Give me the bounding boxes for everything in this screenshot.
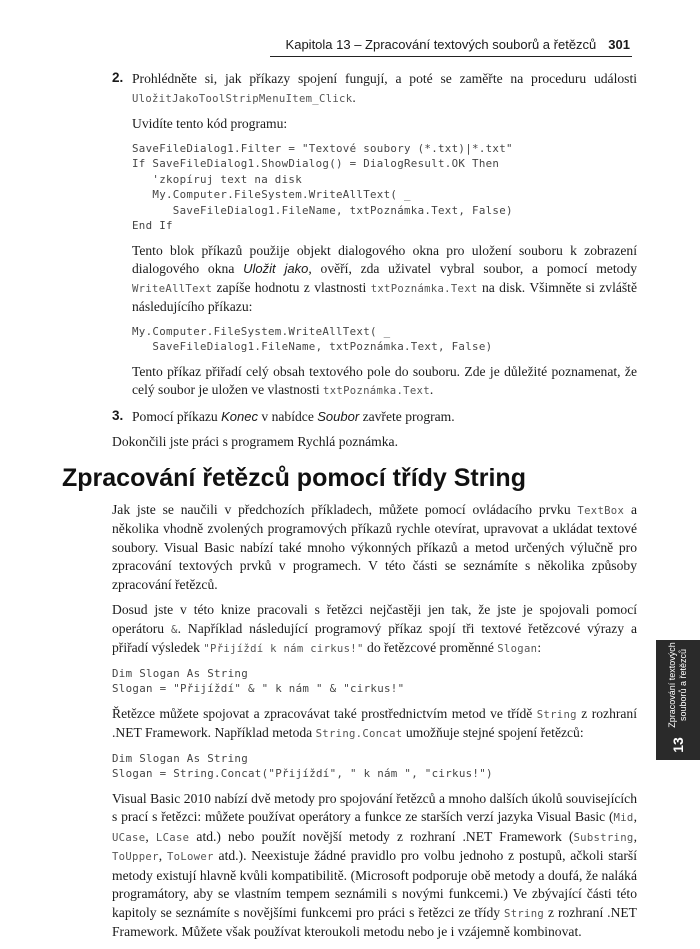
- side-tab-label: [656, 640, 700, 730]
- inline-code: Slogan: [497, 643, 538, 655]
- paragraph: [112, 601, 637, 659]
- code-block-1: [132, 141, 637, 234]
- text: ,: [145, 828, 156, 844]
- inline-code: TextBox: [577, 504, 625, 517]
- inline-code: Mid: [613, 812, 634, 824]
- paragraph: [112, 501, 637, 595]
- inline-code: txtPoznámka.Text: [323, 385, 430, 397]
- text: Visual Basic 2010 nabízí dvě metody pro spojování řetězců a mnoho dalších úkolů souvisejících s prací s řetězci: můžete používat operátory a funkce ze starších verzí jazyka Visual Basic (: [112, 790, 637, 824]
- step-number: 2.: [112, 70, 124, 85]
- code-line: End If: [132, 219, 173, 232]
- text: Řetězce můžete spojovat a zpracovávat také prostřednictvím metod ve třídě: [112, 705, 537, 721]
- step-number: 3.: [112, 407, 124, 423]
- inline-code: txtPoznámka.Text: [370, 282, 478, 295]
- inline-code: String.Concat: [315, 728, 403, 740]
- code-line: SaveFileDialog1.Filter = "Textové soubory (*.txt)|*.txt": [132, 141, 513, 155]
- inline-code: WriteAllText: [132, 282, 213, 295]
- text: v nabídce: [257, 408, 318, 424]
- code-line: Slogan = "Přijíždí" & " k nám " & "cirkus!": [112, 682, 405, 695]
- side-tab-chapter-number: [656, 730, 700, 760]
- text: na disk. Všimněte si zvláště následujícího příkazu:: [132, 279, 637, 314]
- paragraph: [112, 790, 637, 942]
- code-line: If SaveFileDialog1.ShowDialog() = DialogResult.OK Then: [132, 157, 500, 170]
- section-body: [62, 501, 637, 942]
- chapter-number: 13: [669, 737, 686, 753]
- inline-code: LCase: [155, 831, 190, 844]
- text: umožňuje stejné spojení řetězců:: [402, 725, 584, 740]
- page-number: 301: [608, 36, 630, 52]
- text: Dosud jste v této knize pracovali s řetězci nejčastěji jen tak, že jste je spojovali pomocí operátoru: [112, 602, 637, 636]
- step-paragraph: [132, 70, 637, 108]
- text: ,: [633, 809, 637, 824]
- inline-code: ToLower: [166, 851, 214, 863]
- code-block-2: [132, 324, 637, 355]
- code-line: SaveFileDialog1.FileName, txtPoznámka.Text, False): [132, 203, 513, 217]
- inline-code: ToUpper: [112, 851, 159, 863]
- code-line: My.Computer.FileSystem.WriteAllText( _: [132, 188, 411, 201]
- code-line: 'zkopíruj text na disk: [132, 172, 303, 186]
- inline-code: &: [170, 623, 178, 636]
- inline-code: "Přijíždí k nám cirkus!": [203, 643, 364, 655]
- chapter-title: Kapitola 13 – Zpracování textových souborů a řetězců: [285, 36, 597, 52]
- section-heading: Zpracování řetězců pomocí třídy String: [62, 463, 526, 492]
- text: .: [352, 89, 356, 105]
- code-line: Slogan = String.Concat("Přijíždí", " k nám ", "cirkus!"): [112, 767, 493, 780]
- text: Pomocí příkazu: [132, 408, 222, 424]
- text: zapíše hodnotu z vlastnosti: [212, 279, 371, 295]
- step-paragraph: [132, 242, 637, 317]
- inline-code: UložitJakoToolStripMenuItem_Click: [132, 92, 353, 105]
- text: a několika vhodně zvolených programových příkazů rychle otevírat, upravovat a ukládat textové soubory. Visual Basic nabízí také mnoho výkonných příkazů a metod určených výlučně pro zpracování textových prvků v programech. V této části se seznámíte s několika způsoby zpracování řetězců.: [112, 501, 637, 592]
- step-3: [62, 408, 637, 427]
- text: ,: [633, 828, 637, 844]
- code-line: Dim Slogan As String: [112, 751, 249, 765]
- inline-code: String: [504, 907, 545, 920]
- code-line: SaveFileDialog1.FileName, txtPoznámka.Text, False): [132, 340, 493, 353]
- text: , ověří, zda uživatel vybral soubor, a pomocí metody: [308, 261, 637, 276]
- step-paragraph: Uvidíte tento kód programu:: [132, 116, 288, 131]
- text: atd.). Neexistuje žádné pravidlo pro volbu jednoho z postupů, ačkoli starší metody existují hlavně kvůli kompatibilitě. (Microsoft podporuje obě metody a doufá, že naláká programátory, aby se vlastním tempem seznámili s novými funkcemi.) Ve zbývající části této kapitoly se seznámíte s novějšími funkcemi pro práci s řetězci ze třídy: [112, 848, 638, 920]
- text: do řetězcové proměnné: [363, 640, 498, 655]
- text: Prohlédněte si, jak příkazy spojení fungují, a poté se zaměřte na proceduru události: [132, 71, 637, 86]
- code-line: Dim Slogan As String: [112, 666, 249, 680]
- step-2: [62, 70, 637, 401]
- code-block-3: [112, 666, 637, 697]
- ui-term: Soubor: [317, 408, 360, 424]
- code-block-4: [112, 751, 637, 782]
- text: z rozhraní .NET Framework. Například metoda: [112, 705, 638, 740]
- chapter-side-tab: [656, 640, 700, 730]
- text: :: [537, 640, 542, 655]
- text: Tento příkaz přiřadí celý obsah textového pole do souboru. Zde je důležité poznamenat, že celý soubor je uložen ve vlastnosti: [132, 363, 637, 397]
- inline-code: Substring: [573, 831, 634, 844]
- text: atd.) nebo použít novější metody z rozhraní .NET Framework (: [189, 828, 574, 844]
- inline-code: String: [536, 708, 577, 721]
- inline-code: UCase: [112, 831, 146, 844]
- ui-term: Uložit jako: [243, 261, 309, 276]
- text: z rozhraní .NET Framework. Můžete však používat kteroukoli metodu nebo je i vzájemně kombinovat.: [112, 904, 637, 939]
- text: ,: [158, 848, 167, 863]
- text: Tento blok příkazů použije objekt dialogového okna pro uložení souboru k zobrazení dialogového okna: [132, 242, 637, 276]
- text: .: [429, 382, 434, 397]
- side-tab-line-2: souborů a řetězců: [678, 648, 688, 722]
- page-content: [62, 70, 637, 949]
- step-paragraph: [132, 363, 637, 401]
- ui-term: Konec: [221, 408, 258, 424]
- code-line: My.Computer.FileSystem.WriteAllText( _: [132, 324, 391, 338]
- text: Jak jste se naučili v předchozích příkladech, můžete pomocí ovládacího prvku: [112, 501, 578, 517]
- text: zavřete program.: [359, 408, 455, 424]
- side-tab-line-1: Zpracování textových: [667, 642, 677, 728]
- closing-paragraph: Dokončili jste práci s programem Rychlá poznámka.: [112, 434, 398, 449]
- text: . Například následující programový příkaz spojí tři textové řetězcové výrazy a přiřadí výsledek: [112, 620, 638, 655]
- header-rule: [270, 56, 632, 57]
- paragraph: [112, 705, 637, 744]
- running-header: [270, 34, 630, 54]
- step-paragraph: [132, 408, 637, 427]
